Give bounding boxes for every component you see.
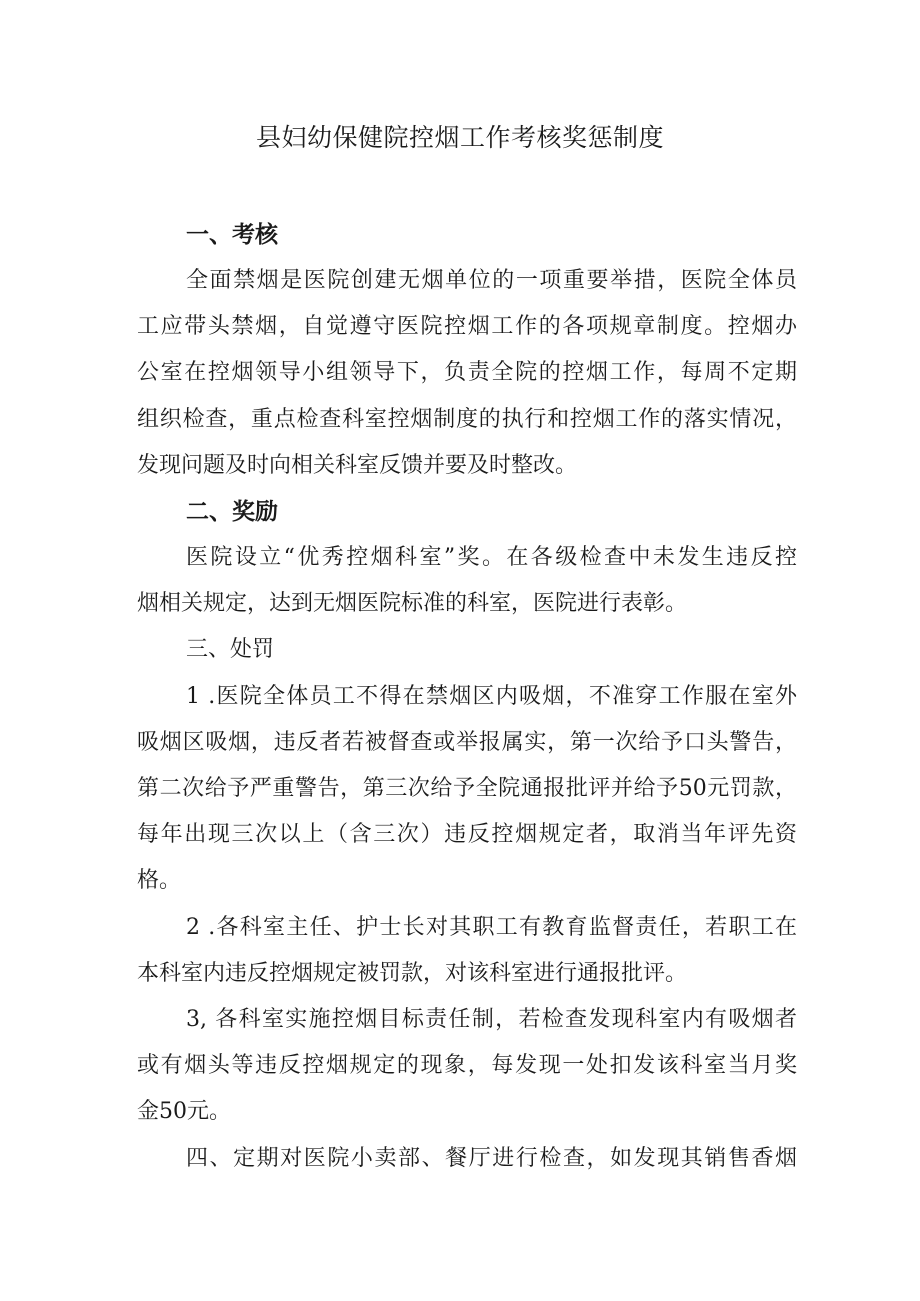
paragraph-line: 格。 [137, 868, 182, 893]
document-title: 县妇幼保健院控烟工作考核奖惩制度 [255, 123, 664, 152]
paragraph-line: 1 .医院全体员工不得在禁烟区内吸烟，不准穿工作服在室外 [186, 684, 797, 709]
paragraph-line: 医院设立“优秀控烟科室”奖。在各级检查中未发生违反控 [186, 545, 797, 570]
paragraph-line: 四、定期对医院小卖部、餐厅进行检查，如发现其销售香烟 [186, 1146, 797, 1171]
paragraph-line: 工应带头禁烟，自觉遵守医院控烟工作的各项规章制度。控烟办 [137, 314, 797, 339]
paragraph-line: 吸烟区吸烟，违反者若被督查或举报属实，第一次给予口头警告， [137, 730, 797, 755]
paragraph-line: 或有烟头等违反控烟规定的现象，每发现一处扣发该科室当月奖 [137, 1053, 797, 1078]
section-heading-penalty: 三、处罚 [186, 637, 275, 662]
paragraph-line: 烟相关规定，达到无烟医院标准的科室，医院进行表彰。 [137, 591, 688, 616]
paragraph-line: 全面禁烟是医院创建无烟单位的一项重要举措，医院全体员 [186, 268, 797, 293]
paragraph-line: 2 .各科室主任、护士长对其职工有教育监督责任，若职工在 [186, 915, 797, 940]
section-heading-assessment: 一、考核 [186, 222, 278, 248]
paragraph-line: 每年出现三次以上（含三次）违反控烟规定者，取消当年评先资 [137, 822, 797, 847]
section-heading-reward: 二、奖励 [186, 499, 278, 525]
paragraph-line: 组织检查，重点检查科室控烟制度的执行和控烟工作的落实情况， [137, 407, 797, 432]
paragraph-line: 公室在控烟领导小组领导下，负责全院的控烟工作，每周不定期 [137, 360, 797, 385]
paragraph-line: 3, 各科室实施控烟目标责任制，若检查发现科室内有吸烟者 [186, 1007, 797, 1032]
paragraph-line: 第二次给予严重警告，第三次给予全院通报批评并给予50元罚款， [137, 776, 797, 801]
paragraph-line: 金50元。 [137, 1099, 231, 1124]
paragraph-line: 发现问题及时向相关科室反馈并要及时整改。 [137, 453, 578, 478]
paragraph-line: 本科室内违反控烟规定被罚款，对该科室进行通报批评。 [137, 961, 688, 986]
